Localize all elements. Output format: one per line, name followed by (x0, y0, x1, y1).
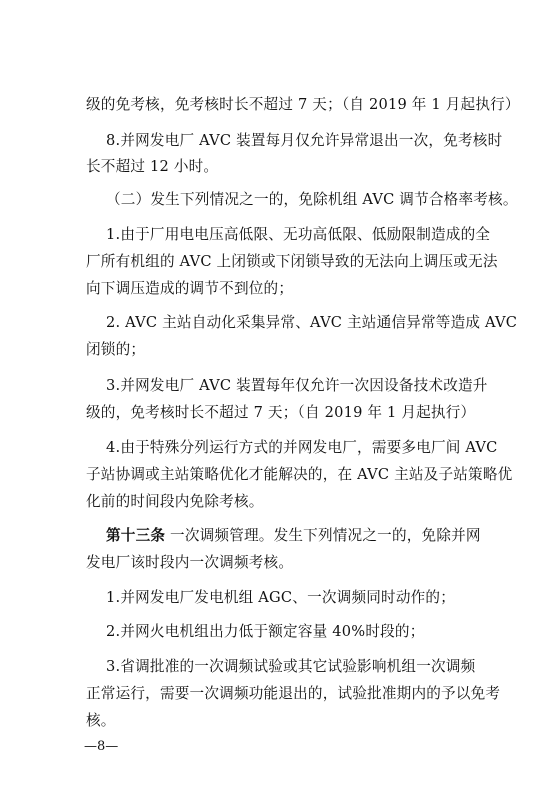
text-line: 向下调压造成的调节不到位的； (86, 280, 294, 297)
text-line: 闭锁的； (86, 341, 146, 358)
text-line: 级的免考核，免考核时长不超过 7 天；（自 2019 年 1 月起执行） (86, 96, 520, 113)
article-label: 第十三条 (106, 527, 166, 544)
text-line: 厂所有机组的 AVC 上闭锁或下闭锁导致的无法向上调压或无法 (86, 253, 498, 270)
text-line: 8.并网发电厂 AVC 装置每月仅允许异常退出一次，免考核时 (106, 132, 503, 149)
section-heading: （二）发生下列情况之一的，免除机组 AVC 调节合格率考核。 (106, 191, 518, 208)
text-line: 正常运行，需要一次调频功能退出的，试验批准期内的予以免考 (86, 685, 501, 702)
text-line: 级的，免考核时长不超过 7 天；（自 2019 年 1 月起执行） (86, 404, 476, 421)
text-line: 3.省调批准的一次调频试验或其它试验影响机组一次调频 (106, 658, 476, 675)
text-line: 发电厂该时段内一次调频考核。 (86, 554, 294, 571)
text-line: 2.并网火电机组出力低于额定容量 40%时段的； (106, 623, 425, 640)
text-line: 核。 (86, 712, 116, 729)
text-line: 化前的时间段内免除考核。 (86, 493, 264, 510)
text-line: 1.由于厂用电电压高低限、无功高低限、低励限制造成的全 (106, 226, 491, 243)
article-paragraph (106, 526, 481, 546)
text-line: 子站协调或主站策略优化才能解决的，在 AVC 主站及子站策略优 (86, 466, 513, 483)
text-line: 4.由于特殊分列运行方式的并网发电厂，需要多电厂间 AVC (106, 439, 498, 456)
page-number: —8— (84, 739, 119, 754)
text-line: 2. AVC 主站自动化采集异常、AVC 主站通信异常等造成 AVC (106, 314, 518, 331)
text-line: 长不超过 12 小时。 (86, 158, 219, 175)
article-text: 一次调频管理。发生下列情况之一的，免除并网 (170, 527, 481, 544)
text-line: 1.并网发电厂发电机组 AGC、一次调频同时动作的； (106, 589, 456, 606)
text-line: 3.并网发电厂 AVC 装置每年仅允许一次因设备技术改造升 (106, 377, 488, 394)
